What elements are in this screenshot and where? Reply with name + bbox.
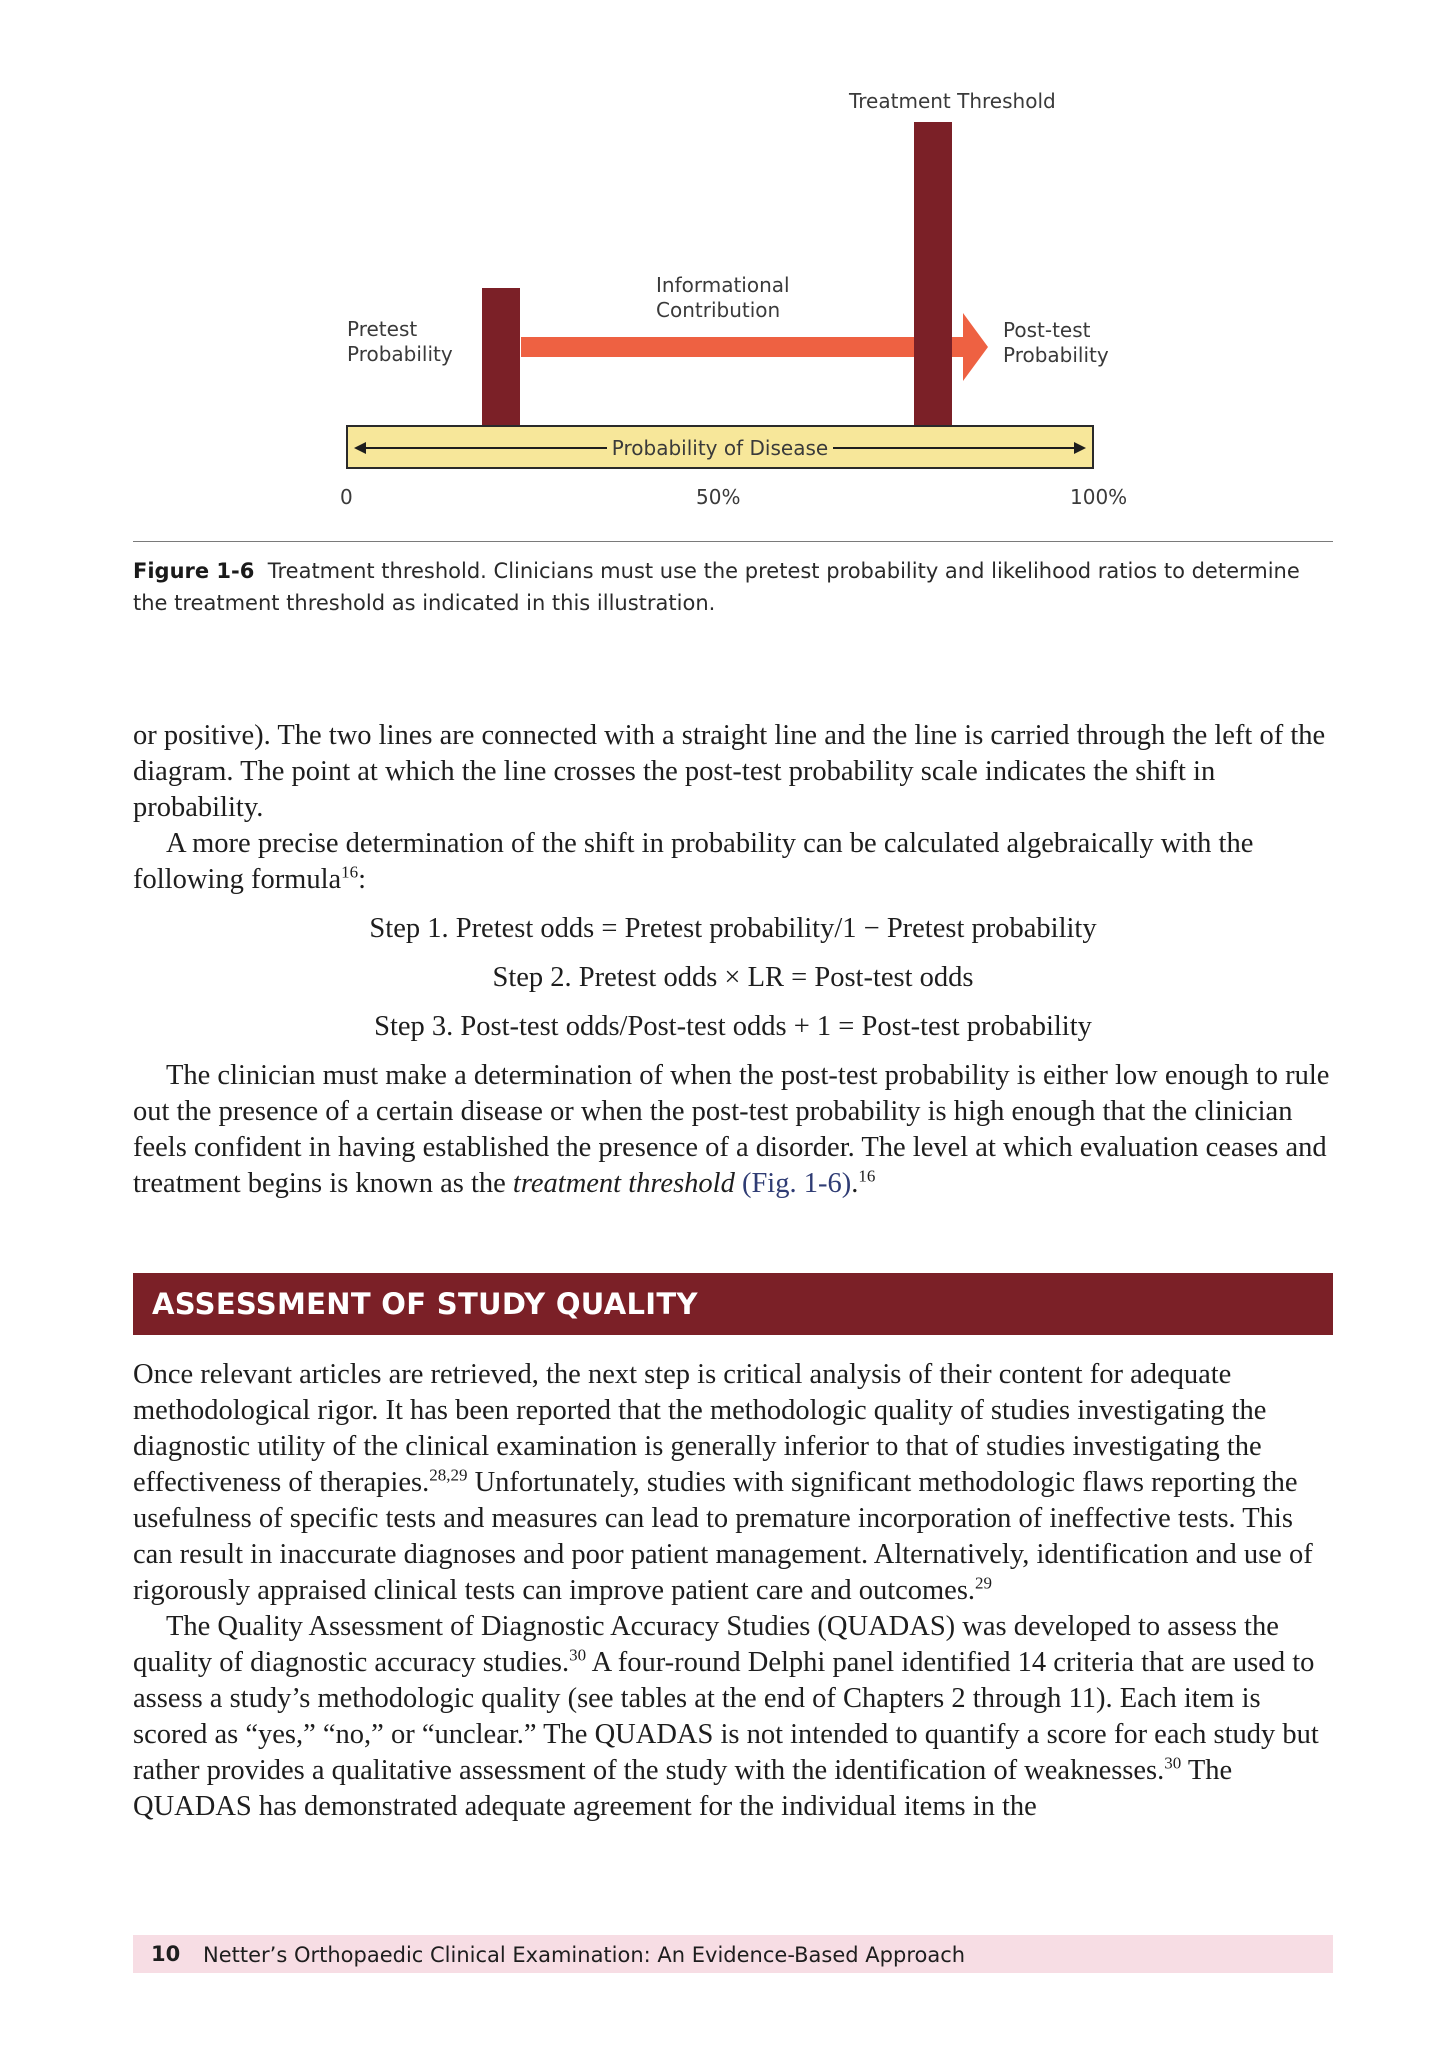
- paragraph-quadas: The Quality Assessment of Diagnostic Accuracy Studies (QUADAS) was developed to assess the quality of diagnostic accuracy studies.$^{30}$ A four-round Delphi panel identified 14 criteria that are used to assess a study’s methodologic quality (see tables at the end of Chapters 2 through 11). Each item is scored as “yes,” “no,” or “unclear.” The QUADAS is not intended to quantify a score for each study but rather provides a qualitative assessment of the study with the identification of weaknesses.$^{30}$ The QUADAS has demonstrated adequate agreement for the individual items in the: [133, 1611, 1319, 1822]
- page-footer: [133, 1935, 1333, 1973]
- probability-scale: [346, 425, 1094, 469]
- formula-step-3: Step 3. Post-test odds/Post-test odds + 1 = Post-test probability: [374, 1011, 1092, 1042]
- scale-label: Probability of Disease: [607, 436, 833, 460]
- figure-caption: [133, 555, 1333, 619]
- section-heading-bar: [133, 1273, 1333, 1335]
- arrow-head-icon: [963, 313, 988, 381]
- paragraph-treatment-threshold: The clinician must make a determination of when the post-test probability is either low enough to rule out the presence of a certain disease or when the post-test probability is high enough that the clinician feels confident in having established the presence of a disorder. The level at which evaluation ceases and treatment begins is known as the treatment threshold (Fig. 1-6).$^{16}$: [133, 1060, 1330, 1199]
- formula-step-2: Step 2. Pretest odds × LR = Post-test odds: [492, 962, 974, 993]
- body-text-lower: [133, 1357, 1333, 1825]
- formula-step-1: Step 1. Pretest odds = Pretest probability/1 − Pretest probability: [369, 913, 1097, 944]
- tick-0: 0: [340, 485, 353, 509]
- paragraph-continuation: or positive). The two lines are connected with a straight line and the line is carried through the left of the diagram. The point at which the line crosses the post-test probability scale indicates the shift in probability.: [133, 720, 1326, 823]
- caption-label: Figure 1-6: [133, 559, 255, 583]
- figure-divider: [133, 541, 1333, 542]
- page-number: 10: [151, 1942, 181, 1966]
- treatment-threshold-label: Treatment Threshold: [849, 89, 1056, 113]
- caption-text: Treatment threshold. Clinicians must use the pretest probability and likelihood ratios to determine the treatment threshold as indicated in this illustration.: [133, 559, 1300, 615]
- treatment-threshold-figure: [0, 0, 1450, 540]
- paragraph-study-quality: Once relevant articles are retrieved, the next step is critical analysis of their content for adequate methodological rigor. It has been reported that the methodologic quality of studies investigating the diagnostic utility of the clinical examination is generally inferior to that of studies investigating the effectiveness of therapies.$^{28,29}$ Unfortunately, studies with significant methodologic flaws reporting the usefulness of specific tests and measures can lead to premature incorporation of ineffective tests. This can result in inaccurate diagnoses and poor patient management. Alternatively, identification and use of rigorously appraised clinical tests can improve patient care and outcomes.$^{29}$: [133, 1359, 1313, 1606]
- tick-100: 100%: [1070, 485, 1128, 509]
- posttest-label-line1: Post-test: [1003, 318, 1091, 342]
- body-text-upper: [133, 718, 1333, 1202]
- treatment-threshold-bar: [914, 122, 952, 426]
- book-title: Netter’s Orthopaedic Clinical Examination: An Evidence-Based Approach: [203, 1943, 966, 1967]
- pretest-probability-bar: [482, 288, 520, 426]
- informational-contribution-arrow: [521, 337, 964, 357]
- tick-50: 50%: [696, 485, 741, 509]
- informational-label-line1: Informational: [656, 273, 790, 297]
- pretest-label-line1: Pretest: [347, 317, 418, 341]
- section-heading: ASSESSMENT OF STUDY QUALITY: [152, 1287, 698, 1321]
- pretest-label-line2: Probability: [347, 342, 453, 366]
- posttest-label-line2: Probability: [1003, 343, 1109, 367]
- figure-reference-link[interactable]: (Fig. 1-6): [741, 1168, 852, 1199]
- informational-label-line2: Contribution: [656, 298, 781, 322]
- paragraph-formula-intro: A more precise determination of the shift in probability can be calculated algebraically with the following formula$^{16}$:: [133, 828, 1254, 895]
